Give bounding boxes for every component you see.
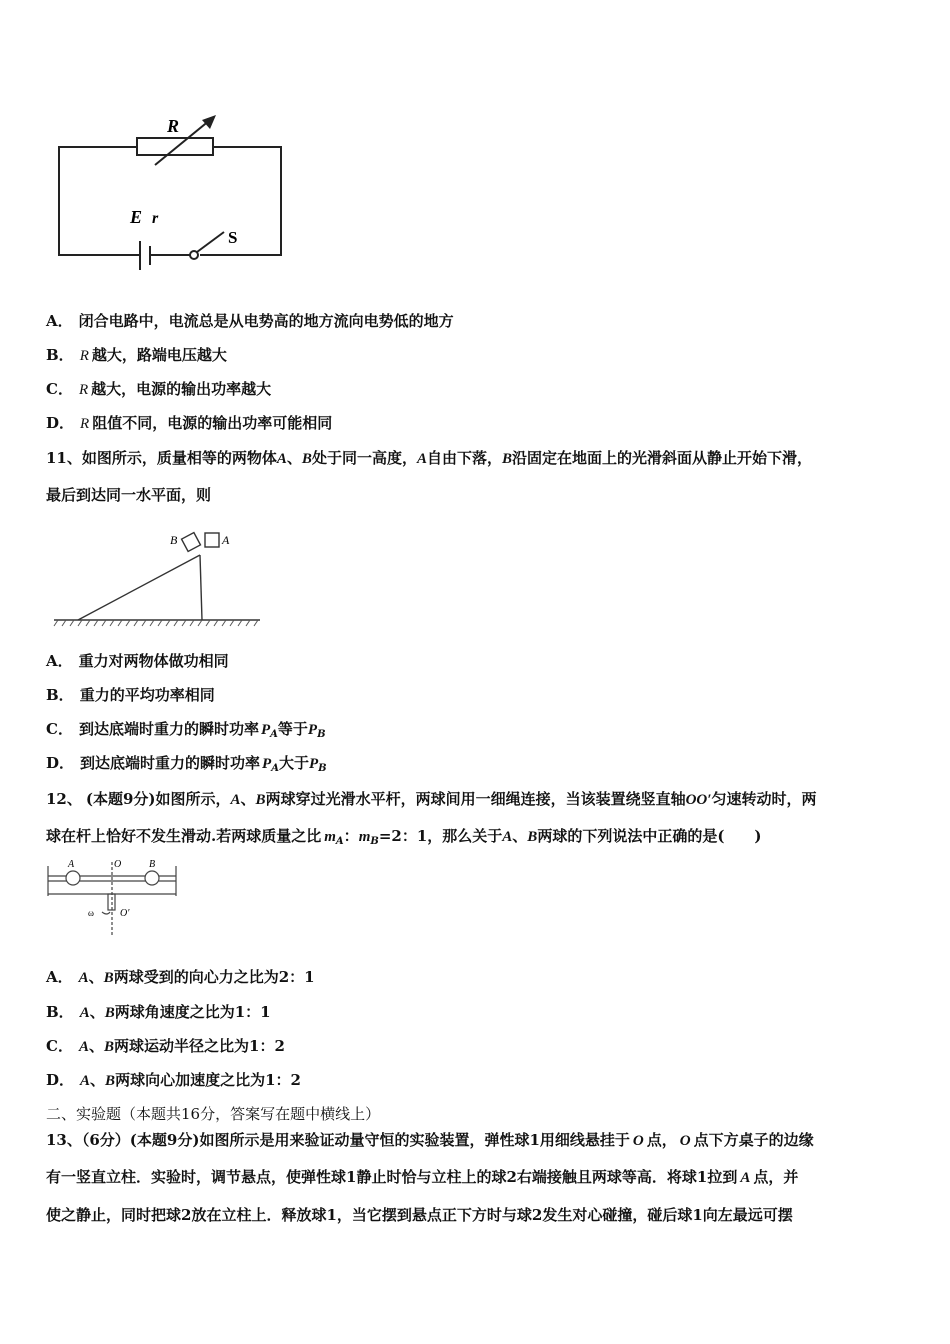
- q12-option-a: A． A、B两球受到的向心力之比为2：1: [46, 968, 315, 986]
- axis-o-label: O: [114, 859, 122, 870]
- emf-label: E: [130, 207, 143, 227]
- section-heading: 二、实验题（本题共16分，答案写在题中横线上）: [46, 1105, 381, 1123]
- omega-label: ω: [88, 908, 94, 918]
- q10-option-a: A． 闭合电路中，电流总是从电势高的地方流向电势低的地方: [46, 312, 454, 330]
- block-a-label: A: [222, 533, 230, 547]
- q13-line3: 使之静止，同时把球2放在立柱上．释放球1，当它摆到悬点正下方时与球2发生对心碰撞，碰后球1向左最远可摆: [46, 1206, 793, 1224]
- q11-stem-line2: 最后到达同一水平面，则: [46, 486, 212, 504]
- incline-figure: [50, 525, 265, 635]
- axis-o-prime-label: O′: [120, 908, 130, 919]
- rheostat-label: R: [167, 116, 180, 136]
- ball-b-label: B: [149, 859, 156, 870]
- q10-option-c: C． R 越大，电源的输出功率越大: [46, 380, 272, 398]
- q12-option-d: D． A、B两球向心加速度之比为1：2: [46, 1071, 301, 1089]
- q12-stem-line1: 12、 (本题9分)如图所示，A、B两球穿过光滑水平杆，两球间用一细绳连接，当该装置绕竖直轴OO′匀速转动时，两: [46, 790, 817, 808]
- internal-resistance-label: r: [152, 210, 159, 227]
- q10-option-b: B． R 越大，路端电压越大: [46, 346, 227, 364]
- ball-a-label: A: [68, 859, 75, 870]
- q13-line1: 13、（6分）(本题9分)如图所示是用来验证动量守恒的实验装置，弹性球1用细线悬挂于 O 点， O 点下方桌子的边缘: [46, 1131, 814, 1149]
- q12-option-c: C． A、B两球运动半径之比为1：2: [46, 1037, 285, 1055]
- q11-option-b: B． 重力的平均功率相同: [46, 686, 215, 704]
- switch-label: S: [228, 228, 238, 247]
- q11-option-a: A． 重力对两物体做功相同: [46, 652, 229, 670]
- q12-option-b: B． A、B两球角速度之比为1：1: [46, 1003, 271, 1021]
- q11-option-d: D． 到达底端时重力的瞬时功率 $P_A$大于$P_B$: [46, 754, 327, 774]
- q11-stem-line1: 11、如图所示，质量相等的两物体A、B处于同一高度，A自由下落，B沿固定在地面上的光滑斜面从静止开始下滑，: [46, 449, 813, 467]
- q11-option-c: C． 到达底端时重力的瞬时功率 $P_A$等于$P_B$: [46, 720, 326, 740]
- q12-stem-line2: 球在杆上恰好不发生滑动.若两球质量之比 $m_A$：$m_B=2$：1，那么关于A、B两球的下列说法中正确的是( ): [46, 827, 762, 847]
- q13-line2: 有一竖直立柱．实验时，调节悬点，使弹性球1静止时恰与立柱上的球2右端接触且两球等高．将球1拉到 A 点，并: [46, 1168, 799, 1186]
- circuit-figure: [40, 110, 300, 280]
- q10-option-d: D． R 阻值不同，电源的输出功率可能相同: [46, 414, 333, 432]
- block-b-label: B: [170, 533, 178, 547]
- rotating-rod-figure: [44, 856, 184, 938]
